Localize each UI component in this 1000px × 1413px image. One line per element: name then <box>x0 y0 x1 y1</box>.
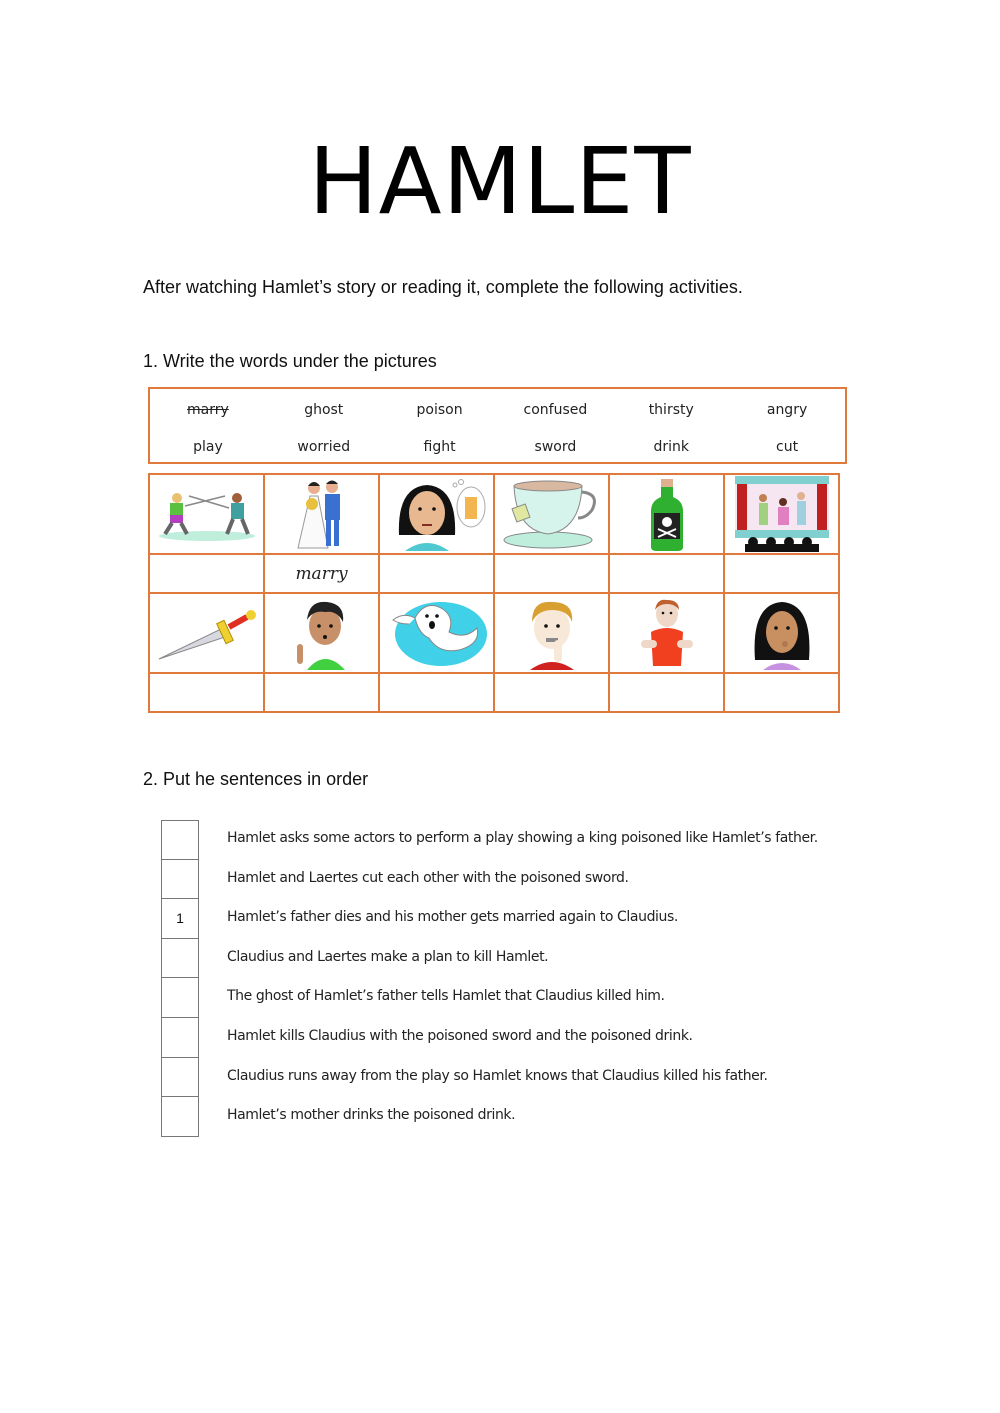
word-fight: fight <box>423 438 456 455</box>
sword-icon <box>155 603 259 663</box>
order-number-box[interactable] <box>161 860 199 900</box>
order-number-box[interactable] <box>161 978 199 1018</box>
poison-bottle-icon <box>647 477 687 551</box>
activity-1-heading: 1. Write the words under the pictures <box>143 351 437 371</box>
word-poison: poison <box>416 401 463 418</box>
word-thirsty: thirsty <box>648 401 694 418</box>
theatre-play-icon <box>735 476 829 552</box>
answer-cell[interactable] <box>609 554 724 593</box>
picture-cell <box>379 474 494 554</box>
answer-cell[interactable] <box>494 673 609 712</box>
sentence-text: Hamlet’s mother drinks the poisoned drink. <box>227 1107 516 1124</box>
word-bank <box>148 387 847 464</box>
picture-cell <box>379 593 494 673</box>
confused-woman-icon <box>747 596 817 670</box>
picture-row <box>149 474 839 554</box>
order-number-box[interactable] <box>161 939 199 979</box>
picture-grid <box>148 473 840 713</box>
order-number-box[interactable] <box>161 1097 199 1137</box>
sentence-text: Hamlet’s father dies and his mother gets married again to Claudius. <box>227 909 678 926</box>
word-cut: cut <box>776 438 799 455</box>
sentence-text: Claudius runs away from the play so Hamlet knows that Claudius killed his father. <box>227 1067 768 1084</box>
picture-cell <box>149 474 264 554</box>
answer-cell[interactable] <box>379 554 494 593</box>
word-bank-row <box>150 391 845 428</box>
picture-cell <box>149 593 264 673</box>
word-ghost: ghost <box>304 401 344 418</box>
word-confused: confused <box>523 401 588 418</box>
angry-boy-icon <box>287 596 357 670</box>
order-number-box[interactable] <box>161 1058 199 1098</box>
picture-cell <box>494 593 609 673</box>
answer-cell[interactable] <box>379 673 494 712</box>
sentence-text: Claudius and Laertes make a plan to kill Hamlet. <box>227 948 549 965</box>
word-bank-row <box>150 428 845 465</box>
answer-cell[interactable] <box>494 554 609 593</box>
answer-row <box>149 554 839 593</box>
ghost-icon <box>385 598 489 668</box>
thirsty-woman-icon <box>387 477 487 551</box>
picture-cell <box>724 593 839 673</box>
word-drink: drink <box>653 438 689 455</box>
intro-text: After watching Hamlet’s story or reading it, complete the following activities. <box>143 277 743 297</box>
picture-row <box>149 593 839 673</box>
answer-cell[interactable] <box>149 554 264 593</box>
sentence-text: The ghost of Hamlet’s father tells Hamlet that Claudius killed him. <box>227 988 665 1005</box>
word-sword: sword <box>534 438 577 455</box>
picture-cell <box>264 593 379 673</box>
answer-cell[interactable] <box>149 673 264 712</box>
wedding-couple-icon <box>292 478 352 550</box>
answer-cell[interactable] <box>264 673 379 712</box>
answer-cell[interactable] <box>724 673 839 712</box>
word-angry: angry <box>766 401 808 418</box>
order-number-box[interactable] <box>161 820 199 860</box>
page-title: HAMLET <box>308 128 692 235</box>
word-worried: worried <box>297 438 351 455</box>
word-marry: marry <box>187 401 229 418</box>
sentence-text: Hamlet kills Claudius with the poisoned sword and the poisoned drink. <box>227 1027 693 1044</box>
word-play: play <box>193 438 223 455</box>
answer-cell[interactable]: marry <box>264 554 379 593</box>
worried-man-icon <box>520 596 584 670</box>
order-number-box[interactable]: 1 <box>161 899 199 939</box>
picture-cell <box>609 593 724 673</box>
picture-cell <box>264 474 379 554</box>
sentence-text: Hamlet asks some actors to perform a play showing a king poisoned like Hamlet’s father. <box>227 830 818 846</box>
cut-boy-icon <box>635 596 699 670</box>
sentence-text: Hamlet and Laertes cut each other with the poisoned sword. <box>227 869 629 886</box>
answer-row <box>149 673 839 712</box>
picture-cell <box>724 474 839 554</box>
order-number-box[interactable] <box>161 1018 199 1058</box>
picture-cell <box>609 474 724 554</box>
answer-cell[interactable] <box>724 554 839 593</box>
answer-cell[interactable] <box>609 673 724 712</box>
picture-cell <box>494 474 609 554</box>
teacup-icon <box>500 478 604 550</box>
fencing-icon <box>155 484 259 544</box>
activity-2-heading: 2. Put he sentences in order <box>143 769 369 789</box>
